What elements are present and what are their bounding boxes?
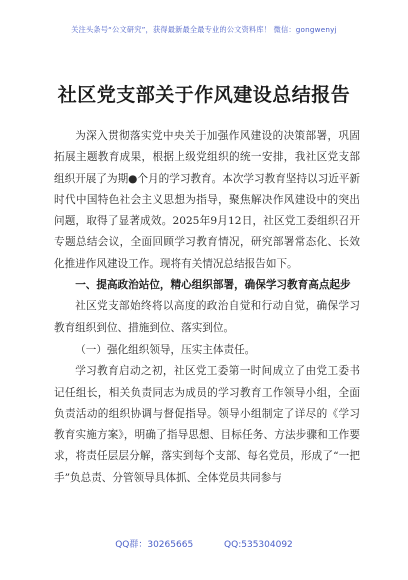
subsection-heading-1: （一）强化组织领导，压实主体责任。 xyxy=(75,343,256,356)
header-banner: 关注头条号“公文研究”，获得最新最全最专业的公文资料库！ 微信：gongwenyj xyxy=(71,25,337,34)
footer-qq-group: QQ群：30265665 xyxy=(115,540,194,550)
document-body xyxy=(54,126,360,489)
footer xyxy=(0,537,408,550)
section-heading-1: 一、提高政治站位，精心组织部署，确保学习教育高点起步 xyxy=(75,279,351,292)
subsection-1-paragraph: 学习教育启动之初，社区党工委第一时间成立了由党工委书记任组长，相关负责同志为成员的学习教育工作领导小组，全面负责活动的组织协调与督促指导。领导小组制定了详尽的《学习教育实施方案》，明确了指导思想、目标任务、方法步骤和工作要求，将责任层层分解，落实到每个支部、每名党员，形成了“一把手”负总责、分管领导具体抓、全体党员共同参与 xyxy=(54,365,360,484)
document-title: 社区党支部关于作风建设总结报告 xyxy=(57,84,351,106)
section-1-paragraph: 社区党支部始终将以高度的政治自觉和行动自觉，确保学习教育组织到位、措施到位、落实到位。 xyxy=(54,300,360,334)
intro-paragraph: 为深入贯彻落实党中央关于加强作风建设的决策部署，巩固拓展主题教育成果，根据上级党组织的统一安排，我社区党支部组织开展了为期●个月的学习教育。本次学习教育坚持以习近平新时代中国特色社会主义思想为指导，聚焦解决作风建设中的突出问题，取得了显著成效。2025年9月12日，社区党工委组织召开专题总结会议，全面回顾学习教育情况，研究部署常态化、长效化推进作风建设工作。现将有关情况总结报告如下。 xyxy=(54,130,360,270)
footer-qq-contact: QQ:535304092 xyxy=(224,540,293,550)
